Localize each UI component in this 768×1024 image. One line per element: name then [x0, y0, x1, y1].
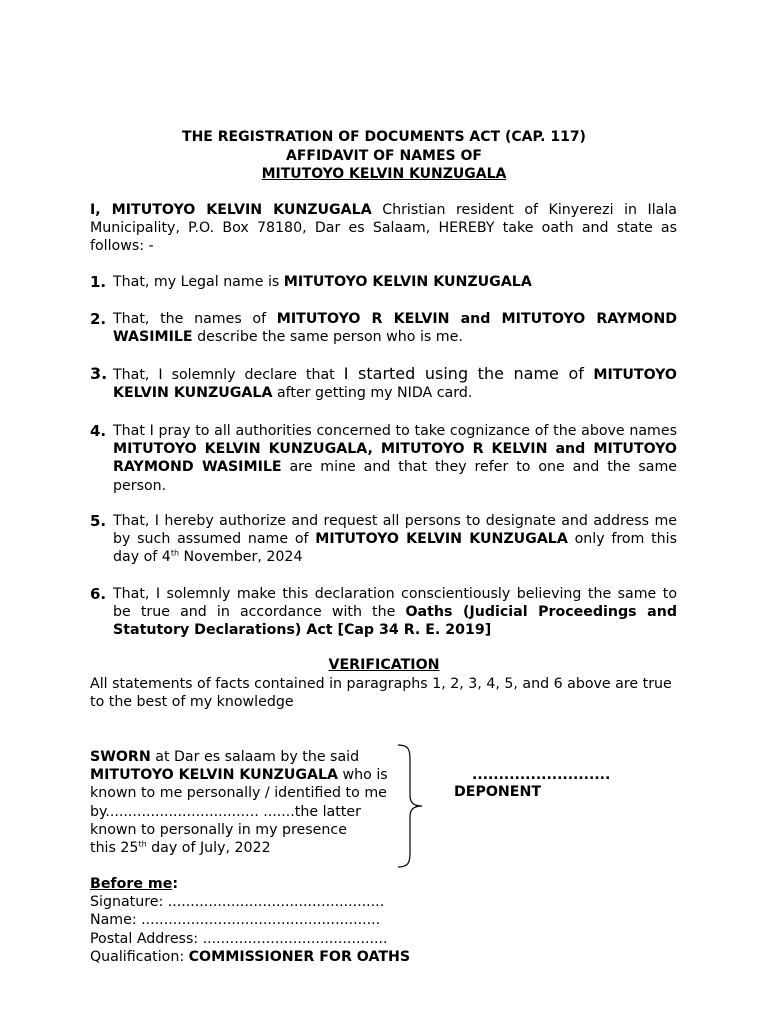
jurat-date-line	[90, 839, 420, 857]
paragraph-bold: MITUTOYO KELVIN KUNZUGALA	[283, 274, 532, 290]
paragraph-number: 6.	[90, 585, 107, 603]
paragraph-2	[90, 310, 677, 346]
jurat-line: who is	[338, 767, 388, 784]
paragraph-number: 3.	[90, 364, 108, 383]
ordinal-suffix: th	[170, 548, 180, 558]
name-field: Name: .....................................................	[90, 912, 381, 929]
verification-heading: VERIFICATION	[328, 657, 440, 673]
paragraph-text: November, 2024	[179, 549, 303, 566]
paragraph-bold: MITUTOYO R KELVIN and MITUTOYO RAYMOND WASIMILE	[113, 311, 677, 346]
jurat-line: known to personally in my presence	[90, 821, 347, 838]
paragraph-text: That, I solemnly declare that	[113, 367, 344, 383]
act-title: THE REGISTRATION OF DOCUMENTS ACT (CAP. 117)	[182, 129, 586, 145]
intro-name: I, MITUTOYO KELVIN KUNZUGALA	[90, 202, 372, 218]
qualification-value: COMMISSIONER FOR OATHS	[188, 948, 411, 965]
paragraph-text: That I pray to all authorities concerned to take cognizance of the above names	[113, 423, 677, 439]
jurat-line: by.................................. .......the latter	[90, 803, 361, 820]
paragraph-bold: MITUTOYO KELVIN KUNZUGALA	[113, 367, 677, 402]
jurat-line: this 25	[90, 840, 139, 857]
paragraph-text: only from this day of 4	[113, 531, 678, 566]
paragraph-text: after getting my NIDA card.	[272, 385, 473, 402]
intro-text: Christian resident of Kinyerezi in Ilala Municipality, P.O. Box 78180, Dar es Salaam, HEREBY take oath and state as follows: -	[90, 202, 677, 255]
deponent-label: DEPONENT	[454, 784, 542, 800]
paragraph-text: That, my Legal name is	[113, 274, 284, 290]
paragraph-4	[90, 422, 677, 495]
qualification-field	[90, 948, 410, 966]
jurat-block	[90, 748, 420, 857]
verification-text: All statements of facts contained in paragraphs 1, 2, 3, 4, 5, and 6 above are true to the best of my knowledge	[90, 676, 672, 711]
deponent-signature-line: ..........................	[472, 767, 611, 783]
signature-field: Signature: ................................................	[90, 894, 385, 911]
paragraph-number: 4.	[90, 422, 107, 440]
paragraph-bold: MITUTOYO KELVIN KUNZUGALA	[315, 531, 568, 548]
paragraph-bold: Oaths (Judicial Proceedings and Statutory Declarations) Act [Cap 34 R. E. 2019]	[113, 604, 677, 639]
jurat-line: at Dar es salaam by the said	[150, 749, 360, 765]
paragraph-number: 5.	[90, 512, 107, 530]
jurat-deponent-name: MITUTOYO KELVIN KUNZUGALA	[90, 767, 339, 784]
qualification-label: Qualification:	[90, 948, 189, 965]
before-me-block	[90, 875, 410, 966]
before-me-colon: :	[172, 876, 179, 892]
paragraph-5	[90, 512, 677, 567]
before-me-heading: Before me	[90, 876, 173, 892]
jurat-line: day of July, 2022	[146, 840, 271, 857]
jurat-line: known to me personally / identified to me	[90, 785, 387, 802]
paragraph-number: 1.	[90, 273, 107, 291]
ordinal-suffix: th	[138, 839, 147, 849]
curly-brace-icon	[396, 743, 426, 869]
paragraph-text: are mine and that they refer to one and the same person.	[113, 459, 677, 494]
sworn-word: SWORN	[90, 749, 151, 765]
paragraph-number: 2.	[90, 310, 107, 328]
paragraph-bold: MITUTOYO KELVIN KUNZUGALA, MITUTOYO R KELVIN and MITUTOYO RAYMOND WASIMILE	[113, 441, 677, 476]
deponent-name-title: MITUTOYO KELVIN KUNZUGALA	[261, 166, 507, 182]
paragraph-text: describe the same person who is me.	[192, 329, 463, 346]
paragraph-text: That, the names of	[113, 311, 277, 327]
postal-address-field: Postal Address: .........................................	[90, 930, 388, 947]
paragraph-text: That, I solemnly make this declaration conscientiously believing the same to be true and in accordance with the	[113, 586, 677, 621]
intro-paragraph	[90, 201, 677, 256]
paragraph-6	[90, 585, 677, 640]
paragraph-text-large: I started using the name of	[343, 364, 584, 383]
affidavit-title: AFFIDAVIT OF NAMES OF	[286, 148, 482, 164]
paragraph-3	[90, 365, 677, 402]
paragraph-text: That, I hereby authorize and request all persons to designate and address me by such assumed name of	[113, 513, 677, 548]
paragraph-1	[90, 273, 677, 291]
